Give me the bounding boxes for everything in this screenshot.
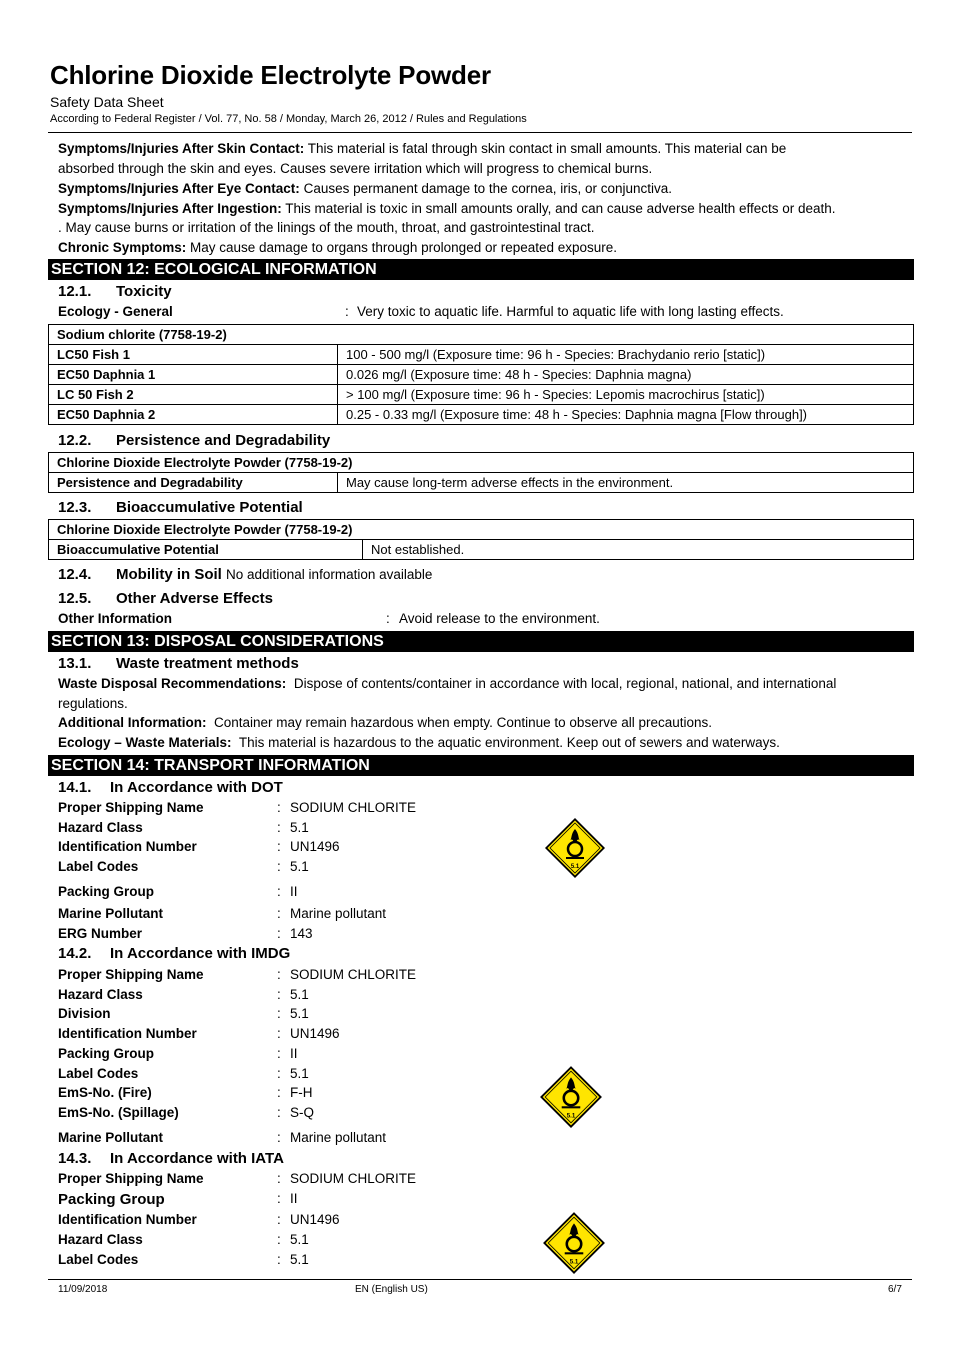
ecology-general-value: Very toxic to aquatic life. Harmful to aquatic life with long lasting effects. (357, 304, 784, 319)
imdg-label: EmS-No. (Fire) (58, 1085, 152, 1100)
footer-page-number: 6/7 (888, 1284, 902, 1295)
dot-label: Marine Pollutant (58, 906, 164, 921)
iata-label: Hazard Class (58, 1232, 143, 1247)
additional-info-line (58, 715, 712, 730)
section-14-header: SECTION 14: TRANSPORT INFORMATION (48, 755, 914, 776)
imdg-colon: : (277, 987, 281, 1002)
ingestion-line (58, 201, 836, 216)
eye-contact-text: Causes permanent damage to the cornea, iris, or conjunctiva. (299, 181, 673, 196)
dot-label: Proper Shipping Name (58, 800, 204, 815)
iata-value: SODIUM CHLORITE (290, 1171, 417, 1186)
footer-divider (48, 1279, 912, 1280)
chronic-label: Chronic Symptoms: (58, 240, 187, 255)
skin-contact-label: Symptoms/Injuries After Skin Contact: (58, 141, 305, 156)
dot-value: II (290, 884, 298, 899)
table-row (49, 345, 914, 365)
ecology-waste-line (58, 735, 780, 750)
iata-value: 5.1 (290, 1232, 309, 1247)
dot-label: ERG Number (58, 926, 143, 941)
mobility-heading: 12.4. Mobility in Soil No additional information available (58, 566, 433, 583)
imdg-colon: : (277, 1105, 281, 1120)
dot-colon: : (277, 800, 281, 815)
other-information-colon: : (386, 611, 390, 626)
iata-colon: : (277, 1212, 281, 1227)
table-row (49, 405, 914, 425)
iata-value: 5.1 (290, 1252, 309, 1267)
iata-value: UN1496 (290, 1212, 340, 1227)
toxicity-heading: 12.1. Toxicity (58, 283, 172, 300)
dot-value: Marine pollutant (290, 906, 387, 921)
iata-colon: : (277, 1171, 281, 1186)
dot-colon: : (277, 839, 281, 854)
eye-contact-line (58, 181, 672, 196)
section-13-header: SECTION 13: DISPOSAL CONSIDERATIONS (48, 631, 914, 652)
dot-label: Packing Group (58, 884, 155, 899)
dot-value: UN1496 (290, 839, 340, 854)
imdg-value: 5.1 (290, 987, 309, 1002)
table-cell-value: Not established. (363, 540, 914, 560)
dot-label: Identification Number (58, 839, 197, 854)
iata-value: II (290, 1191, 298, 1206)
dot-value: SODIUM CHLORITE (290, 800, 417, 815)
imdg-colon: : (277, 967, 281, 982)
ingestion-text-cont: . May cause burns or irritation of the linings of the mouth, throat, and gastrointestinal tract. (58, 220, 595, 235)
persistence-substance: Chlorine Dioxide Electrolyte Powder (7758-19-2) (49, 453, 914, 473)
document-type: Safety Data Sheet (50, 94, 164, 110)
table-cell-value: > 100 mg/l (Exposure time: 96 h - Species: Lepomis macrochirus [static]) (338, 385, 914, 405)
imdg-label: Hazard Class (58, 987, 143, 1002)
iata-label: Proper Shipping Name (58, 1171, 204, 1186)
other-information-label: Other Information (58, 611, 172, 626)
imdg-value: II (290, 1046, 298, 1061)
disposal-text: Dispose of contents/container in accordance with local, regional, national, and international (286, 676, 837, 691)
iata-colon: : (277, 1252, 281, 1267)
dot-colon: : (277, 906, 281, 921)
imdg-value: 5.1 (290, 1066, 309, 1081)
dot-label: Label Codes (58, 859, 139, 874)
imdg-heading: 14.2. In Accordance with IMDG (58, 945, 291, 962)
disposal-line (58, 676, 836, 691)
dot-value: 143 (290, 926, 313, 941)
iata-colon: : (277, 1191, 281, 1206)
dot-colon: : (277, 926, 281, 941)
imdg-label: Proper Shipping Name (58, 967, 204, 982)
iata-label: Label Codes (58, 1252, 139, 1267)
imdg-label: Label Codes (58, 1066, 139, 1081)
table-row (49, 365, 914, 385)
imdg-colon: : (277, 1046, 281, 1061)
chronic-text: May cause damage to organs through prolonged or repeated exposure. (186, 240, 618, 255)
imdg-label: Marine Pollutant (58, 1130, 164, 1145)
other-information-value: Avoid release to the environment. (399, 611, 600, 626)
persistence-heading: 12.2. Persistence and Degradability (58, 432, 331, 449)
dot-colon: : (277, 859, 281, 874)
table-cell-label: EC50 Daphnia 1 (49, 365, 338, 385)
bioaccumulative-substance: Chlorine Dioxide Electrolyte Powder (7758-19-2) (49, 520, 914, 540)
dot-value: 5.1 (290, 820, 309, 835)
table-cell-value: 0.25 - 0.33 mg/l (Exposure time: 48 h - Species: Daphnia magna [Flow through]) (338, 405, 914, 425)
oxidizer-hazard-icon (541, 1210, 607, 1276)
table-cell-label: Persistence and Degradability (49, 473, 338, 493)
ecology-general-colon: : (345, 304, 349, 319)
table-cell-value: 100 - 500 mg/l (Exposure time: 96 h - Species: Brachydanio rerio [static]) (338, 345, 914, 365)
mobility-text: No additional information available (226, 567, 433, 582)
skin-contact-text: This material is fatal through skin contact in small amounts. This material can be (304, 141, 787, 156)
iata-colon: : (277, 1232, 281, 1247)
regulation-reference: According to Federal Register / Vol. 77, No. 58 / Monday, March 26, 2012 / Rules and Regulations (50, 113, 527, 125)
imdg-colon: : (277, 1085, 281, 1100)
pictogram-label: 5.1 (566, 1112, 576, 1120)
oxidizer-hazard-icon (538, 1064, 604, 1130)
imdg-colon: : (277, 1130, 281, 1145)
waste-treatment-heading: 13.1. Waste treatment methods (58, 655, 299, 672)
table-cell-label: Bioaccumulative Potential (49, 540, 363, 560)
oxidizer-hazard-icon (543, 816, 607, 880)
imdg-value: 5.1 (290, 1006, 309, 1021)
table-cell-value: 0.026 mg/l (Exposure time: 48 h - Species: Daphnia magna) (338, 365, 914, 385)
ingestion-label: Symptoms/Injuries After Ingestion: (58, 201, 282, 216)
iata-heading: 14.3. In Accordance with IATA (58, 1150, 284, 1167)
header-divider (48, 132, 912, 133)
table-cell-value: May cause long-term adverse effects in the environment. (338, 473, 914, 493)
persistence-table (48, 452, 914, 493)
dot-colon: : (277, 820, 281, 835)
dot-colon: : (277, 884, 281, 899)
other-effects-heading: 12.5. Other Adverse Effects (58, 590, 274, 607)
table-cell-label: LC 50 Fish 2 (49, 385, 338, 405)
bioaccumulative-heading: 12.3. Bioaccumulative Potential (58, 499, 303, 516)
pictogram-label: 5.1 (569, 1258, 579, 1266)
pictogram-label: 5.1 (570, 864, 580, 870)
table-cell-label: LC50 Fish 1 (49, 345, 338, 365)
dot-value: 5.1 (290, 859, 309, 874)
imdg-colon: : (277, 1026, 281, 1041)
toxicity-substance: Sodium chlorite (7758-19-2) (49, 325, 914, 345)
imdg-value: Marine pollutant (290, 1130, 387, 1145)
imdg-colon: : (277, 1006, 281, 1021)
chronic-line (58, 240, 617, 255)
imdg-label: EmS-No. (Spillage) (58, 1105, 179, 1120)
imdg-value: F-H (290, 1085, 313, 1100)
ecology-waste-label: Ecology – Waste Materials: (58, 735, 232, 750)
section-12-header: SECTION 12: ECOLOGICAL INFORMATION (48, 259, 914, 280)
ingestion-text: This material is toxic in small amounts orally, and can cause adverse health effects or death. (281, 201, 836, 216)
disposal-label: Waste Disposal Recommendations: (58, 676, 287, 691)
imdg-label: Packing Group (58, 1046, 155, 1061)
imdg-label: Division (58, 1006, 111, 1021)
footer-language: EN (English US) (355, 1284, 428, 1295)
eye-contact-label: Symptoms/Injuries After Eye Contact: (58, 181, 300, 196)
dot-label: Hazard Class (58, 820, 143, 835)
disposal-text-cont: regulations. (58, 696, 128, 711)
toxicity-table (48, 324, 914, 425)
skin-contact-line (58, 141, 786, 156)
iata-label: Packing Group (58, 1191, 165, 1208)
iata-label: Identification Number (58, 1212, 197, 1227)
ecology-waste-text: This material is hazardous to the aquatic environment. Keep out of sewers and waterways. (231, 735, 780, 750)
skin-contact-text-cont: absorbed through the skin and eyes. Causes severe irritation which will progress to chemical burns. (58, 161, 653, 176)
table-row (49, 385, 914, 405)
table-row (49, 540, 914, 560)
additional-info-label: Additional Information: (58, 715, 207, 730)
bioaccumulative-table (48, 519, 914, 560)
imdg-value: SODIUM CHLORITE (290, 967, 417, 982)
additional-info-text: Container may remain hazardous when empty. Continue to observe all precautions. (206, 715, 713, 730)
imdg-value: S-Q (290, 1105, 315, 1120)
dot-heading: 14.1. In Accordance with DOT (58, 779, 283, 796)
imdg-colon: : (277, 1066, 281, 1081)
imdg-label: Identification Number (58, 1026, 197, 1041)
imdg-value: UN1496 (290, 1026, 340, 1041)
footer-date: 11/09/2018 (58, 1284, 108, 1295)
ecology-general-label: Ecology - General (58, 304, 173, 319)
table-cell-label: EC50 Daphnia 2 (49, 405, 338, 425)
document-title: Chlorine Dioxide Electrolyte Powder (50, 60, 491, 90)
table-row (49, 473, 914, 493)
